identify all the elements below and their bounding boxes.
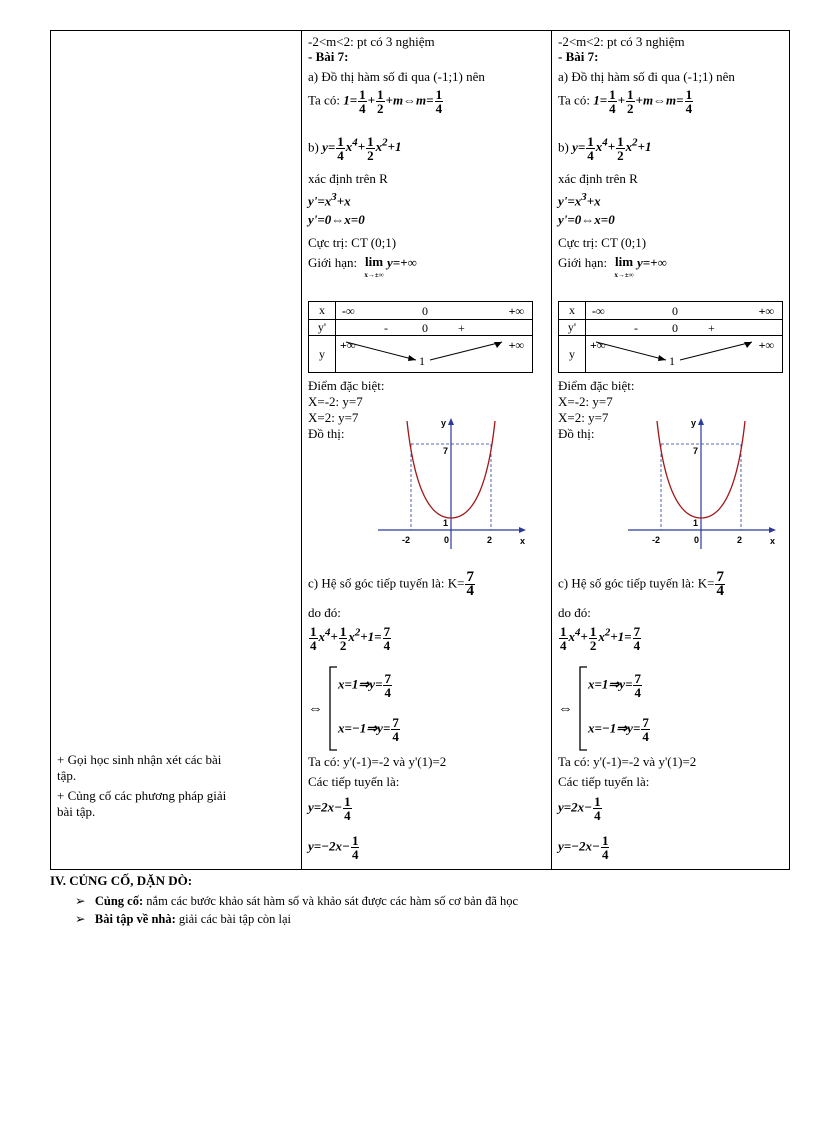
function-def: b) y= $\frac{1}{4}$ $x^4+$ $\frac{1}{2}$ $x^2+1$ [558, 134, 652, 163]
axis-label: y [691, 418, 697, 428]
text: b) [308, 139, 319, 155]
tick-label: 1 [693, 518, 699, 528]
derivative-zero: y'=0⇔x=0 [308, 212, 365, 227]
left-text-line: + Gọi học sinh nhận xét các bài [57, 752, 222, 767]
extrema-line: Cực trị: CT (0;1) [558, 235, 647, 250]
lesson-table [50, 30, 790, 870]
tick-label: 1 [443, 518, 449, 528]
tick-label: 2 [487, 535, 493, 545]
tick-label: -2 [652, 535, 661, 545]
vt-row [586, 336, 783, 373]
point-line: X=2: y=7 [308, 410, 359, 425]
domain-line: xác định trên R [558, 171, 638, 186]
special-points: Điểm đặc biệt: [308, 378, 385, 393]
equation: $\frac{1}{4}$ $x^4+$ $\frac{1}{2}$ $x^2+1=$ $\frac{7}{4}$ [560, 624, 641, 653]
bullet-bold: Củng cố: [94, 894, 144, 908]
vt-cell: 0 [672, 321, 678, 335]
point-line: X=-2: y=7 [308, 394, 363, 409]
solution-1: x=1⇒y= $\frac{7}{4}$ [338, 671, 391, 700]
text: Giới hạn: [308, 255, 358, 270]
part-c: c) Hệ số góc tiếp tuyến là: K= $\frac{7}{4}$ [558, 569, 724, 599]
vt-cell: + [708, 321, 715, 335]
derivative: $y'=x^3+x$ [558, 191, 601, 209]
axis-label: y [441, 418, 447, 428]
case-line: -2<m<2: pt có 3 nghiệm [558, 34, 685, 49]
bullet-item [75, 893, 518, 909]
graph-label: Đồ thị: [558, 426, 595, 441]
tangent-2: y=−2x− $\frac{1}{4}$ [308, 833, 359, 862]
bullet-bold: Bài tập về nhà: [94, 912, 176, 926]
variation-arrows [586, 336, 786, 372]
vt-cell: 1 [669, 354, 675, 368]
vt-y: y [309, 336, 336, 373]
text: Giới hạn: [558, 255, 608, 270]
point-line: X=-2: y=7 [558, 394, 613, 409]
function-graph [374, 416, 529, 551]
text: c) Hệ số góc tiếp tuyến là: K= [308, 575, 465, 591]
vt-yprime: y' [309, 320, 336, 336]
vt-cell: +∞ [508, 304, 524, 318]
left-text-line: + Củng cố các phương pháp giải [57, 788, 227, 803]
exercise-title: - Bài 7: [558, 49, 599, 64]
vt-cell: 0 [422, 321, 428, 335]
dodo-line: do đó: [308, 605, 341, 620]
axis-label: x [520, 536, 526, 546]
tangents-label: Các tiếp tuyến là: [558, 774, 650, 789]
bullet-item [75, 911, 291, 927]
vt-cell: - [384, 321, 388, 335]
graph-label: Đồ thị: [308, 426, 345, 441]
case-line: -2<m<2: pt có 3 nghiệm [308, 34, 435, 49]
vt-cell: +∞ [508, 338, 524, 352]
vt-cell: +∞ [758, 304, 774, 318]
vt-x: x [559, 302, 586, 320]
text: c) Hệ số góc tiếp tuyến là: K= [558, 575, 715, 591]
tangent-1: y=2x− $\frac{1}{4}$ [558, 794, 601, 823]
vt-row [586, 302, 783, 320]
axis-label: x [770, 536, 776, 546]
left-text-line: bài tập. [57, 804, 96, 819]
vt-cell: -∞ [342, 304, 355, 318]
vt-row [336, 320, 533, 336]
system-brace [328, 666, 338, 751]
vt-yprime: y' [559, 320, 586, 336]
variation-arrows [336, 336, 536, 372]
tick-label: 7 [693, 446, 699, 456]
tick-label: 7 [443, 446, 449, 456]
tick-label: 0 [694, 535, 700, 545]
variation-table [308, 301, 533, 373]
text: b) [558, 139, 569, 155]
solution-column [552, 31, 790, 869]
arrow-bullet-icon: ➢ [75, 894, 86, 908]
equation: $\frac{1}{4}$ $x^4+$ $\frac{1}{2}$ $x^2+1=$ $\frac{7}{4}$ [310, 624, 391, 653]
point-line: X=2: y=7 [558, 410, 609, 425]
vt-cell: 0 [672, 304, 678, 318]
solution-2: x=−1⇒y= $\frac{7}{4}$ [338, 715, 399, 744]
derivative: $y'=x^3+x$ [308, 191, 351, 209]
formula-line: Ta có: 1= $\frac{1}{4}$ + $\frac{1}{2}$ +m⇔m= $\frac{1}{4}$ [558, 87, 693, 116]
vt-row [586, 320, 783, 336]
tick-label: -2 [402, 535, 411, 545]
tangent-2: y=−2x− $\frac{1}{4}$ [558, 833, 609, 862]
variation-table [558, 301, 783, 373]
dodo-line: do đó: [558, 605, 591, 620]
vt-cell: +∞ [340, 338, 356, 352]
system-brace [578, 666, 588, 751]
limit-line: Giới hạn: lim x→±∞ y=+∞ [558, 254, 667, 279]
bullet-text: giải các bài tập còn lại [175, 912, 292, 926]
domain-line: xác định trên R [308, 171, 388, 186]
vt-cell: +∞ [590, 338, 606, 352]
vt-cell: 1 [419, 354, 425, 368]
part-a: a) Đồ thị hàm số đi qua (-1;1) nên [308, 69, 485, 84]
equiv-symbol: ⇔ [558, 701, 573, 717]
extrema-line: Cực trị: CT (0;1) [308, 235, 397, 250]
limit-line: Giới hạn: lim x→±∞ y=+∞ [308, 254, 417, 279]
arrow-bullet-icon: ➢ [75, 912, 86, 926]
section-heading: IV. CỦNG CỐ, DẶN DÒ: [50, 873, 193, 888]
vt-x: x [309, 302, 336, 320]
function-def: b) y= $\frac{1}{4}$ $x^4+$ $\frac{1}{2}$ $x^2+1$ [308, 134, 402, 163]
vt-cell: + [458, 321, 465, 335]
derivative-values: Ta có: y'(-1)=-2 và y'(1)=2 [558, 754, 697, 769]
tangent-1: y=2x− $\frac{1}{4}$ [308, 794, 351, 823]
text: Ta có: [308, 92, 340, 108]
special-points: Điểm đặc biệt: [558, 378, 635, 393]
vt-row [336, 302, 533, 320]
solution-1: x=1⇒y= $\frac{7}{4}$ [588, 671, 641, 700]
vt-cell: 0 [422, 304, 428, 318]
vt-cell: -∞ [592, 304, 605, 318]
tick-label: 2 [737, 535, 743, 545]
text: Ta có: [558, 92, 590, 108]
equiv-symbol: ⇔ [308, 701, 323, 717]
formula-line: Ta có: 1= $\frac{1}{4}$ + $\frac{1}{2}$ +m⇔m= $\frac{1}{4}$ [308, 87, 443, 116]
function-graph [624, 416, 779, 551]
part-c: c) Hệ số góc tiếp tuyến là: K= $\frac{7}{4}$ [308, 569, 474, 599]
tick-label: 0 [444, 535, 450, 545]
part-a: a) Đồ thị hàm số đi qua (-1;1) nên [558, 69, 735, 84]
vt-cell: +∞ [758, 338, 774, 352]
vt-row [336, 336, 533, 373]
solution-2: x=−1⇒y= $\frac{7}{4}$ [588, 715, 649, 744]
vt-cell: - [634, 321, 638, 335]
teacher-activity-column [51, 31, 301, 869]
tangents-label: Các tiếp tuyến là: [308, 774, 400, 789]
vt-y: y [559, 336, 586, 373]
bullet-text: nắm các bước khảo sát hàm số và khảo sát được các hàm số cơ bản đã học [143, 894, 519, 908]
derivative-values: Ta có: y'(-1)=-2 và y'(1)=2 [308, 754, 447, 769]
solution-column [302, 31, 551, 869]
left-text-line: tập. [57, 768, 77, 783]
derivative-zero: y'=0⇔x=0 [558, 212, 615, 227]
exercise-title: - Bài 7: [308, 49, 349, 64]
